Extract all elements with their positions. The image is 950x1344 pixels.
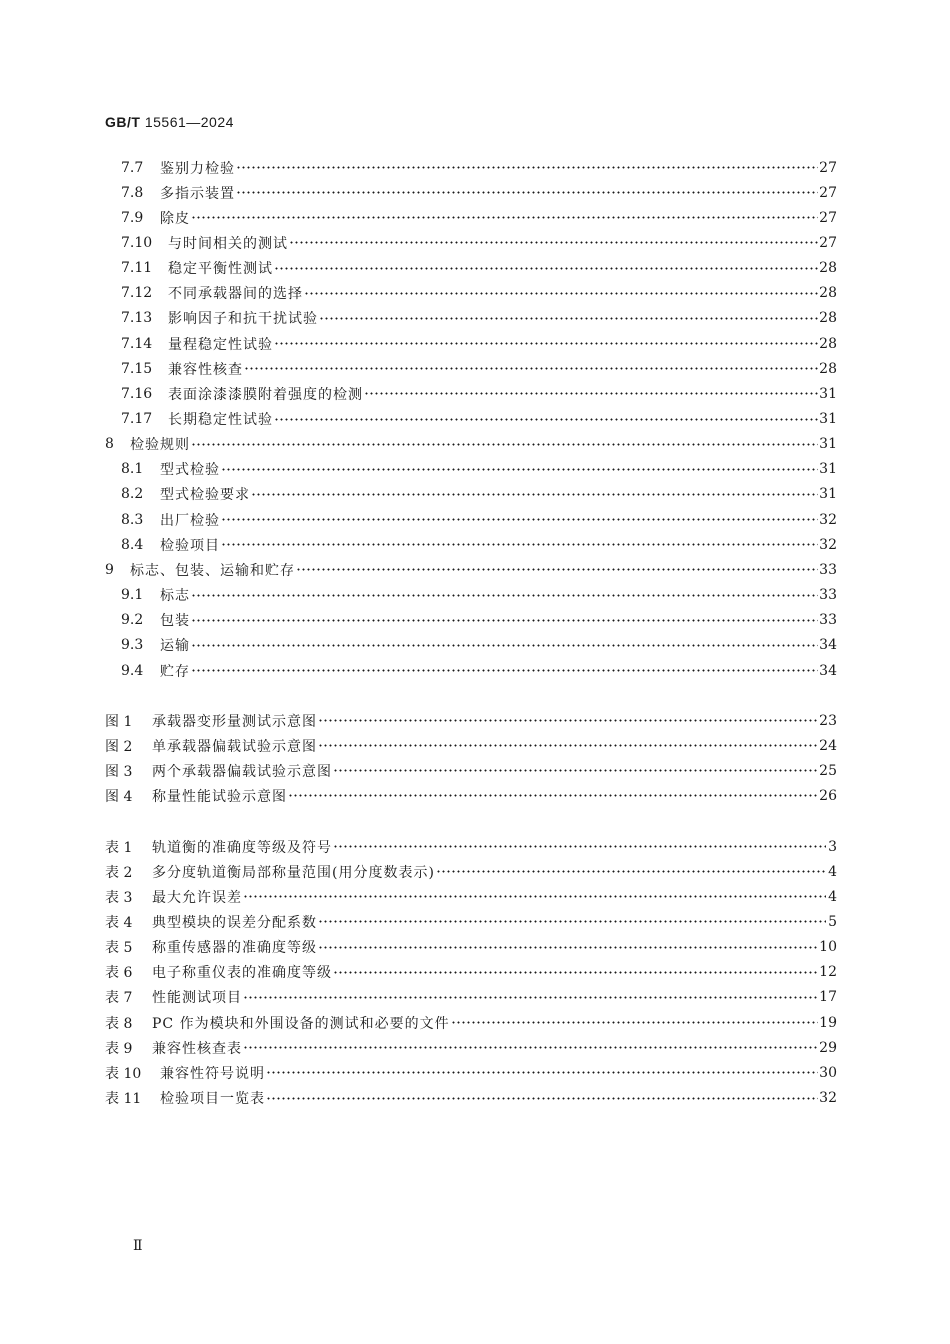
figures-entry-title: 承载器变形量测试示意图: [152, 713, 317, 730]
dot-leader: [318, 744, 818, 747]
tables-entry-number: 表 3: [105, 889, 133, 906]
sections-entry-number: 9.2: [121, 612, 144, 629]
tables-entry-page: 12: [819, 964, 837, 981]
sections-entry-title: 稳定平衡性测试: [168, 261, 273, 278]
sections-entry[interactable]: [121, 281, 837, 306]
dot-leader: [221, 518, 818, 521]
figures-entry-number: 图 2: [105, 738, 133, 755]
sections-entry-number: 8.2: [121, 486, 144, 503]
sections-entry-number: 7.9: [121, 209, 144, 226]
figures-entry[interactable]: [105, 733, 837, 758]
sections-entry-page: 28: [819, 285, 837, 302]
sections-entry[interactable]: [121, 205, 837, 230]
dot-leader: [266, 1071, 818, 1074]
tables-entry-title: 电子称重仪表的准确度等级: [152, 965, 332, 982]
dot-leader: [243, 996, 818, 999]
sections-entry-number: 9.1: [121, 587, 144, 604]
dot-leader: [318, 920, 826, 923]
sections-entry-page: 28: [819, 335, 837, 352]
sections-entry-page: 31: [819, 461, 837, 478]
sections-entry-title: 包装: [160, 613, 190, 630]
sections-entry-number: 8.1: [121, 461, 144, 478]
sections-entry[interactable]: [121, 356, 837, 381]
tables-entry-page: 3: [828, 838, 837, 855]
dot-leader: [191, 443, 818, 446]
sections-entry-title: 出厂检验: [160, 512, 220, 529]
dot-leader: [191, 669, 818, 672]
tables-entry-page: 32: [819, 1090, 837, 1106]
figures-entry-number: 图 3: [105, 763, 133, 780]
sections-entry-page: 33: [819, 561, 837, 578]
sections-entry-page: 33: [819, 587, 837, 604]
tables-entry-title: 多分度轨道衡局部称量范围(用分度数表示): [152, 864, 435, 881]
sections-entry-number: 7.14: [121, 335, 153, 352]
sections-entry-number: 9: [105, 561, 114, 578]
dot-leader: [191, 619, 818, 622]
standard-code: GB/T: [105, 114, 141, 130]
sections-entry-page: 27: [819, 234, 837, 251]
sections-entry[interactable]: [121, 532, 837, 557]
tables-entry[interactable]: [105, 1010, 837, 1035]
sections-entry[interactable]: [121, 407, 837, 432]
sections-entry-page: 28: [819, 260, 837, 277]
tables-entry-number: 表 5: [105, 940, 133, 957]
sections-entry-title: 兼容性核查: [168, 361, 243, 378]
tables-entry-number: 表 10: [105, 1065, 142, 1082]
dot-leader: [244, 367, 818, 370]
dot-leader: [318, 719, 818, 722]
tables-entry-page: 29: [819, 1039, 837, 1056]
figures-entry-page: 23: [819, 712, 837, 729]
tables-entry-title: 典型模块的误差分配系数: [152, 914, 317, 931]
sections-entry-title: 检验项目: [160, 537, 220, 554]
dot-leader: [364, 392, 818, 395]
dot-leader: [304, 292, 818, 295]
sections-entry-title: 不同承载器间的选择: [168, 286, 303, 303]
dot-leader: [274, 418, 818, 421]
sections-entry-page: 34: [819, 637, 837, 654]
sections-entry-title: 型式检验: [160, 462, 220, 479]
sections-entry-page: 31: [819, 411, 837, 427]
figures-entry-number: 图 4: [105, 788, 133, 805]
sections-entry-title: 鉴别力检验: [160, 160, 235, 177]
sections-entry-title: 多指示装置: [160, 185, 235, 202]
sections-entry-title: 标志: [160, 588, 190, 605]
sections-entry-number: 8: [105, 436, 114, 453]
sections-entry[interactable]: [121, 457, 837, 482]
tables-entry-number: 表 4: [105, 914, 133, 931]
sections-entry[interactable]: [121, 180, 837, 205]
tables-entry-page: 10: [819, 939, 837, 956]
tables-entry-number: 表 9: [105, 1040, 133, 1057]
sections-entry-page: 32: [819, 536, 837, 553]
tables-entry[interactable]: [105, 909, 837, 934]
sections-entry-page: 27: [819, 209, 837, 226]
dot-leader: [289, 241, 818, 244]
page-number: Ⅱ: [133, 1238, 143, 1254]
sections-entry-number: 7.10: [121, 234, 153, 251]
sections-entry[interactable]: [121, 306, 837, 331]
sections-entry[interactable]: [121, 256, 837, 281]
sections-entry-title: 与时间相关的测试: [168, 235, 288, 252]
standard-number: 15561—2024: [144, 114, 234, 130]
dot-leader: [236, 191, 818, 194]
tables-entry-number: 表 8: [105, 1015, 133, 1032]
dot-leader: [243, 1046, 818, 1049]
sections-entry-title: 影响因子和抗干扰试验: [168, 311, 318, 328]
sections-entry-page: 31: [819, 385, 837, 402]
tables-entry-title: 最大允许误差: [152, 889, 242, 906]
dot-leader: [333, 769, 818, 772]
sections-entry-number: 7.7: [121, 159, 144, 176]
sections-entry-page: 28: [819, 310, 837, 327]
dot-leader: [191, 594, 818, 597]
sections-entry-title: 运输: [160, 638, 190, 655]
tables-entry[interactable]: [105, 985, 837, 1010]
tables-entry-title: 称重传感器的准确度等级: [152, 940, 317, 957]
sections-entry-title: 标志、包装、运输和贮存: [130, 562, 295, 579]
sections-entry-number: 7.15: [121, 360, 153, 377]
sections-entry-title: 贮存: [160, 663, 190, 680]
sections-entry-page: 33: [819, 612, 837, 629]
sections-entry[interactable]: [121, 155, 837, 180]
dot-leader: [251, 493, 818, 496]
sections-entry-title: 除皮: [160, 210, 190, 227]
sections-entry[interactable]: [121, 230, 837, 255]
dot-leader: [333, 845, 826, 848]
figures-entry-page: 26: [819, 787, 837, 804]
figures-entry-title: 单承载器偏载试验示意图: [152, 738, 317, 755]
dot-leader: [243, 895, 826, 898]
sections-entry[interactable]: [121, 507, 837, 532]
tables-entry-title: 性能测试项目: [152, 990, 242, 1007]
sections-entry-page: 27: [819, 184, 837, 201]
dot-leader: [274, 342, 818, 345]
tables-entry-page: 4: [828, 888, 837, 905]
tables-entry-number: 表 6: [105, 965, 133, 982]
tables-entry-number: 表 11: [105, 1091, 142, 1107]
sections-entry-number: 9.4: [121, 662, 144, 679]
sections-entry-number: 7.16: [121, 385, 153, 402]
dot-leader: [451, 1021, 819, 1024]
sections-entry-page: 31: [819, 436, 837, 453]
document-header: [105, 114, 234, 130]
dot-leader: [274, 267, 818, 270]
figures-entry-page: 24: [819, 737, 837, 754]
sections-entry-number: 8.4: [121, 536, 144, 553]
figures-entry-page: 25: [819, 762, 837, 779]
sections-entry-page: 34: [819, 662, 837, 679]
tables-entry[interactable]: [105, 834, 837, 859]
sections-entry-title: 检验规则: [130, 437, 190, 454]
figures-entry[interactable]: [105, 758, 837, 783]
sections-entry-title: 型式检验要求: [160, 487, 250, 504]
sections-entry-number: 7.12: [121, 285, 153, 302]
sections-entry-page: 27: [819, 159, 837, 176]
sections-entry-number: 9.3: [121, 637, 144, 654]
sections-entry-number: 7.11: [121, 260, 153, 277]
sections-entry[interactable]: [105, 432, 837, 457]
tables-entry-title: PC 作为模块和外围设备的测试和必要的文件: [152, 1015, 450, 1032]
sections-entry[interactable]: [121, 608, 837, 633]
tables-entry-number: 表 1: [105, 839, 133, 856]
dot-leader: [191, 216, 818, 219]
sections-entry[interactable]: [121, 633, 837, 658]
sections-entry-number: 7.8: [121, 184, 144, 201]
tables-entry[interactable]: [105, 960, 837, 985]
sections-entry[interactable]: [121, 658, 837, 683]
sections-entry-page: 28: [819, 360, 837, 377]
tables-entry-title: 检验项目一览表: [160, 1091, 265, 1107]
sections-entry-page: 32: [819, 511, 837, 528]
figures-entry-title: 称量性能试验示意图: [152, 788, 287, 805]
tables-entry[interactable]: [105, 884, 837, 909]
sections-entry-number: 7.13: [121, 310, 153, 327]
figures-entry[interactable]: [105, 708, 837, 733]
tables-entry-title: 兼容性符号说明: [160, 1065, 265, 1082]
dot-leader: [319, 317, 818, 320]
tables-entry-page: 19: [819, 1014, 837, 1031]
tables-entry[interactable]: [105, 935, 837, 960]
tables-entry-page: 4: [828, 863, 837, 880]
tables-entry[interactable]: [105, 1060, 837, 1085]
tables-entry-page: 17: [819, 989, 837, 1006]
figures-entry-number: 图 1: [105, 713, 133, 730]
figures-entry[interactable]: [105, 783, 837, 808]
tables-entry-title: 兼容性核查表: [152, 1040, 242, 1057]
dot-leader: [333, 971, 818, 974]
tables-entry-page: 30: [819, 1064, 837, 1081]
tables-entry-number: 表 2: [105, 864, 133, 881]
sections-entry-title: 量程稳定性试验: [168, 336, 273, 353]
sections-entry-number: 7.17: [121, 411, 153, 427]
sections-entry[interactable]: [121, 583, 837, 608]
figures-entry-title: 两个承载器偏载试验示意图: [152, 763, 332, 780]
tables-entry[interactable]: [105, 859, 837, 884]
tables-entry-page: 5: [828, 913, 837, 930]
dot-leader: [436, 870, 826, 873]
dot-leader: [288, 794, 818, 797]
sections-entry-page: 31: [819, 486, 837, 503]
dot-leader: [191, 644, 818, 647]
sections-entry-number: 8.3: [121, 511, 144, 528]
tables-entry[interactable]: [105, 1035, 837, 1060]
sections-entry[interactable]: [121, 381, 837, 406]
tables-entry-title: 轨道衡的准确度等级及符号: [152, 839, 332, 856]
dot-leader: [266, 1097, 818, 1100]
tables-entry[interactable]: [105, 1086, 837, 1111]
sections-entry[interactable]: [105, 557, 837, 582]
sections-entry-title: 长期稳定性试验: [168, 412, 273, 428]
dot-leader: [221, 543, 818, 546]
sections-entry[interactable]: [121, 482, 837, 507]
dot-leader: [221, 468, 818, 471]
dot-leader: [236, 166, 818, 169]
dot-leader: [318, 946, 818, 949]
dot-leader: [296, 568, 818, 571]
tables-entry-number: 表 7: [105, 990, 133, 1007]
sections-entry[interactable]: [121, 331, 837, 356]
sections-entry-title: 表面涂漆漆膜附着强度的检测: [168, 386, 363, 403]
